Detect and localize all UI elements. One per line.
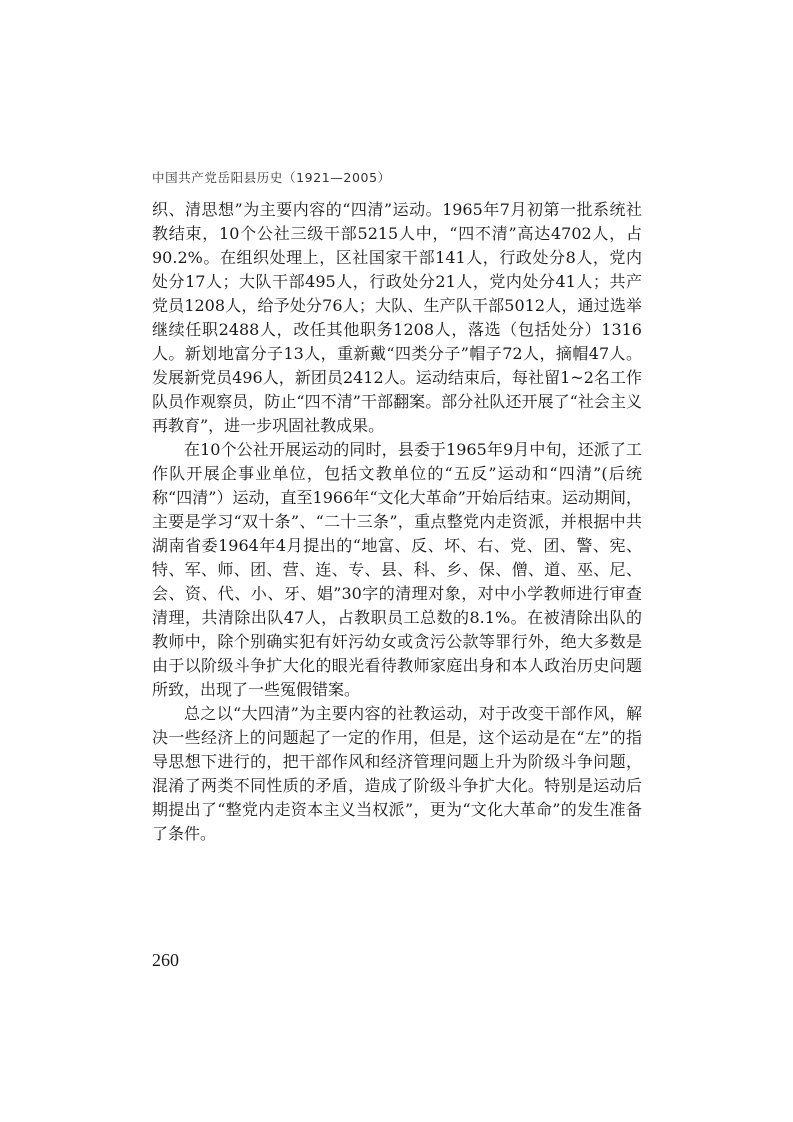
page-number: 260 <box>152 950 179 970</box>
body-text <box>152 198 642 846</box>
paragraph-1: 织、清思想”为主要内容的“四清”运动。1965年7月初第一批系统社教结束，10个公社三级干部5215人中，“四不清”高达4702人，占90.2%。在组织处理上，区社国家干部141人，行政处分8人，党内处分17人；大队干部495人，行政处分21人，党内处分41人；共产党员1208人，给予处分76人；大队、生产队干部5012人，通过选举继续任职2488人，改任其他职务1208人，落选（包括处分）1316人。新划地富分子13人，重新戴“四类分子”帽子72人，摘帽47人。发展新党员496人，新团员2412人。运动结束后，每社留1~2名工作队员作观察员，防止“四不清”干部翻案。部分社队还开展了“社会主义再教育”，进一步巩固社教成果。 <box>152 200 642 435</box>
running-header: 中国共产党岳阳县历史（1921—2005） <box>152 170 391 185</box>
paragraph-3: 总之以“大四清”为主要内容的社教运动，对于改变干部作风，解决一些经济上的问题起了一定的作用，但是，这个运动是在“左”的指导思想下进行的，把干部作风和经济管理问题上升为阶级斗争问题，混淆了两类不同性质的矛盾，造成了阶级斗争扩大化。特别是运动后期提出了“整党内走资本主义当权派”，更为“文化大革命”的发生准备了条件。 <box>152 704 642 843</box>
paragraph-2: 在10个公社开展运动的同时，县委于1965年9月中旬，还派了工作队开展企事业单位，包括文教单位的“五反”运动和“四清”(后统称“四清”）运动，直至1966年“文化大革命”开始后结束。运动期间，主要是学习“双十条”、“二十三条”，重点整党内走资派，并根据中共湖南省委1964年4月提出的“地富、反、坏、右、党、团、警、宪、特、军、师、团、营、连、专、县、科、乡、保、僧、道、巫、尼、会、资、代、小、牙、娼”30字的清理对象，对中小学教师进行审查清理，共清除出队47人，占教职员工总数的8.1%。在被清除出队的教师中，除个别确实犯有奸污幼女或贪污公款等罪行外，绝大多数是由于以阶级斗争扩大化的眼光看待教师家庭出身和本人政治历史问题所致，出现了一些冤假错案。 <box>152 440 642 699</box>
